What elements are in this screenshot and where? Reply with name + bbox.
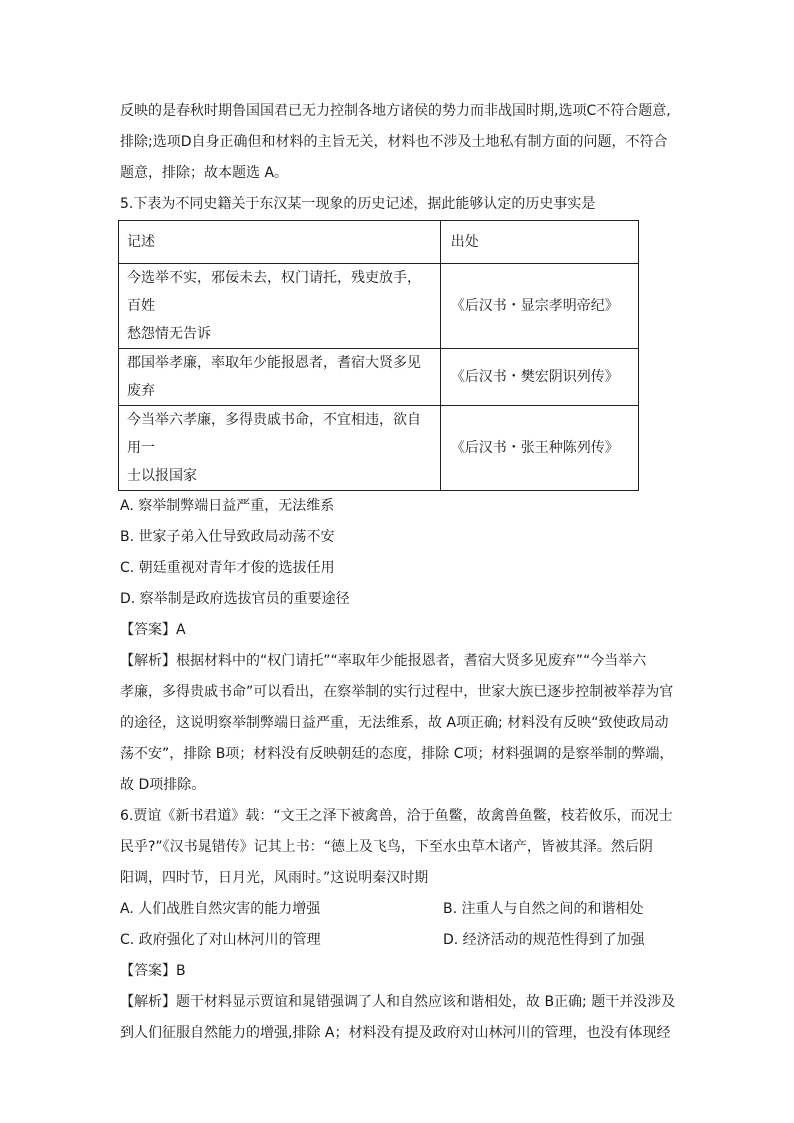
table-header-cell: 出处 — [440, 221, 638, 264]
question-6 — [120, 801, 680, 1049]
answer-label: 【答案】B — [120, 963, 186, 979]
text-line: 排除;选项D自身正确但和材料的主旨无关，材料也不涉及土地私有制方面的问题，不符合 — [120, 134, 668, 150]
text-line: 反映的是春秋时期鲁国国君已无力控制各地方诸侯的势力而非战国时期,选项C不符合题意, — [120, 103, 671, 119]
analysis-paragraph — [120, 987, 680, 1049]
text-line: 的途径，这说明察举制弊端日益严重，无法维系，故 A项正确; 材料没有反映“致使政局动 — [120, 715, 669, 731]
option-c: C. 朝廷重视对青年才俊的选拔任用 — [120, 560, 335, 576]
option-b: B. 注重人与自然之间的和谐相处 — [443, 901, 644, 917]
options-grid — [120, 894, 680, 956]
text-line: 【解析】题干材料显示贾谊和晁错强调了人和自然应该和谐相处，故 B正确; 题干并没涉及 — [120, 994, 676, 1010]
text-line: 到人们征服自然能力的增强,排除 A；材料没有提及政府对山林河川的管理，也没有体现经 — [120, 1025, 671, 1041]
intro-paragraph — [120, 96, 680, 189]
cell-line: 愁怨情无告诉 — [127, 326, 211, 342]
text-line: 题意，排除；故本题选 A。 — [120, 165, 289, 181]
cell-line: 今当举六孝廉，多得贵戚书命，不宜相违，欲自用一 — [127, 412, 421, 456]
table-row — [119, 349, 639, 406]
cell-line: 郡国举孝廉，率取年少能报恩者，耆宿大贤多见废弃 — [127, 355, 421, 399]
cell-line: 今选举不实，邪佞未去，权门请托，残吏放手，百姓 — [127, 270, 421, 314]
table-cell-source: 《后汉书・显宗孝明帝纪》 — [440, 264, 638, 349]
source-table — [118, 220, 639, 491]
table-row — [119, 264, 639, 349]
analysis-paragraph — [120, 646, 680, 801]
option-d: D. 经济活动的规范性得到了加强 — [443, 932, 645, 948]
table-header-cell: 记述 — [119, 221, 441, 264]
option-b: B. 世家子弟入仕导致政局动荡不安 — [120, 529, 335, 545]
text-line: 孝廉，多得贵戚书命”可以看出，在察举制的实行过程中，世家大族已逐步控制被举荐为官 — [120, 684, 674, 700]
table-cell-source: 《后汉书・樊宏阴识列传》 — [440, 349, 638, 406]
table-cell-text — [119, 349, 441, 406]
text-line: 荡不安”，排除 B项；材料没有反映朝廷的态度，排除 C项；材料强调的是察举制的弊端， — [120, 746, 674, 762]
options-list — [120, 491, 680, 615]
answer-label: 【答案】A — [120, 622, 186, 638]
text-line: 民乎?”《汉书晁错传》记其上书：“德上及飞鸟，下至水虫草木诸产，皆被其泽。然后阴 — [120, 839, 653, 855]
table-header-row — [119, 221, 639, 264]
options-row — [120, 925, 680, 956]
table-cell-source: 《后汉书・张王种陈列传》 — [440, 406, 638, 491]
question-stem: 5.下表为不同史籍关于东汉某一现象的历史记述，据此能够认定的历史事实是 — [120, 196, 596, 212]
question-stem — [120, 801, 680, 894]
text-line: 【解析】根据材料中的“权门请托”“率取年少能报恩者，耆宿大贤多见废弃”“今当举六 — [120, 653, 647, 669]
text-line: 6.贾谊《新书君道》载：“文王之泽下被禽兽，洽于鱼鳖，故禽兽鱼鳖，枝若攸乐，而况士 — [120, 808, 673, 824]
option-d: D. 察举制是政府选拔官员的重要途径 — [120, 591, 350, 607]
option-a: A. 察举制弊端日益严重，无法维系 — [120, 498, 335, 514]
options-row — [120, 894, 680, 925]
table-cell-text — [119, 264, 441, 349]
text-line: 阳调，四时节，日月光，风雨时。”这说明秦汉时期 — [120, 870, 429, 886]
cell-line: 士以报国家 — [127, 468, 197, 484]
option-a: A. 人们战胜自然灾害的能力增强 — [120, 901, 321, 917]
text-line: 故 D项排除。 — [120, 777, 206, 793]
option-c: C. 政府强化了对山林河川的管理 — [120, 932, 321, 948]
document-page — [120, 96, 680, 1049]
table-cell-text — [119, 406, 441, 491]
table-row — [119, 406, 639, 491]
question-5 — [120, 189, 680, 801]
